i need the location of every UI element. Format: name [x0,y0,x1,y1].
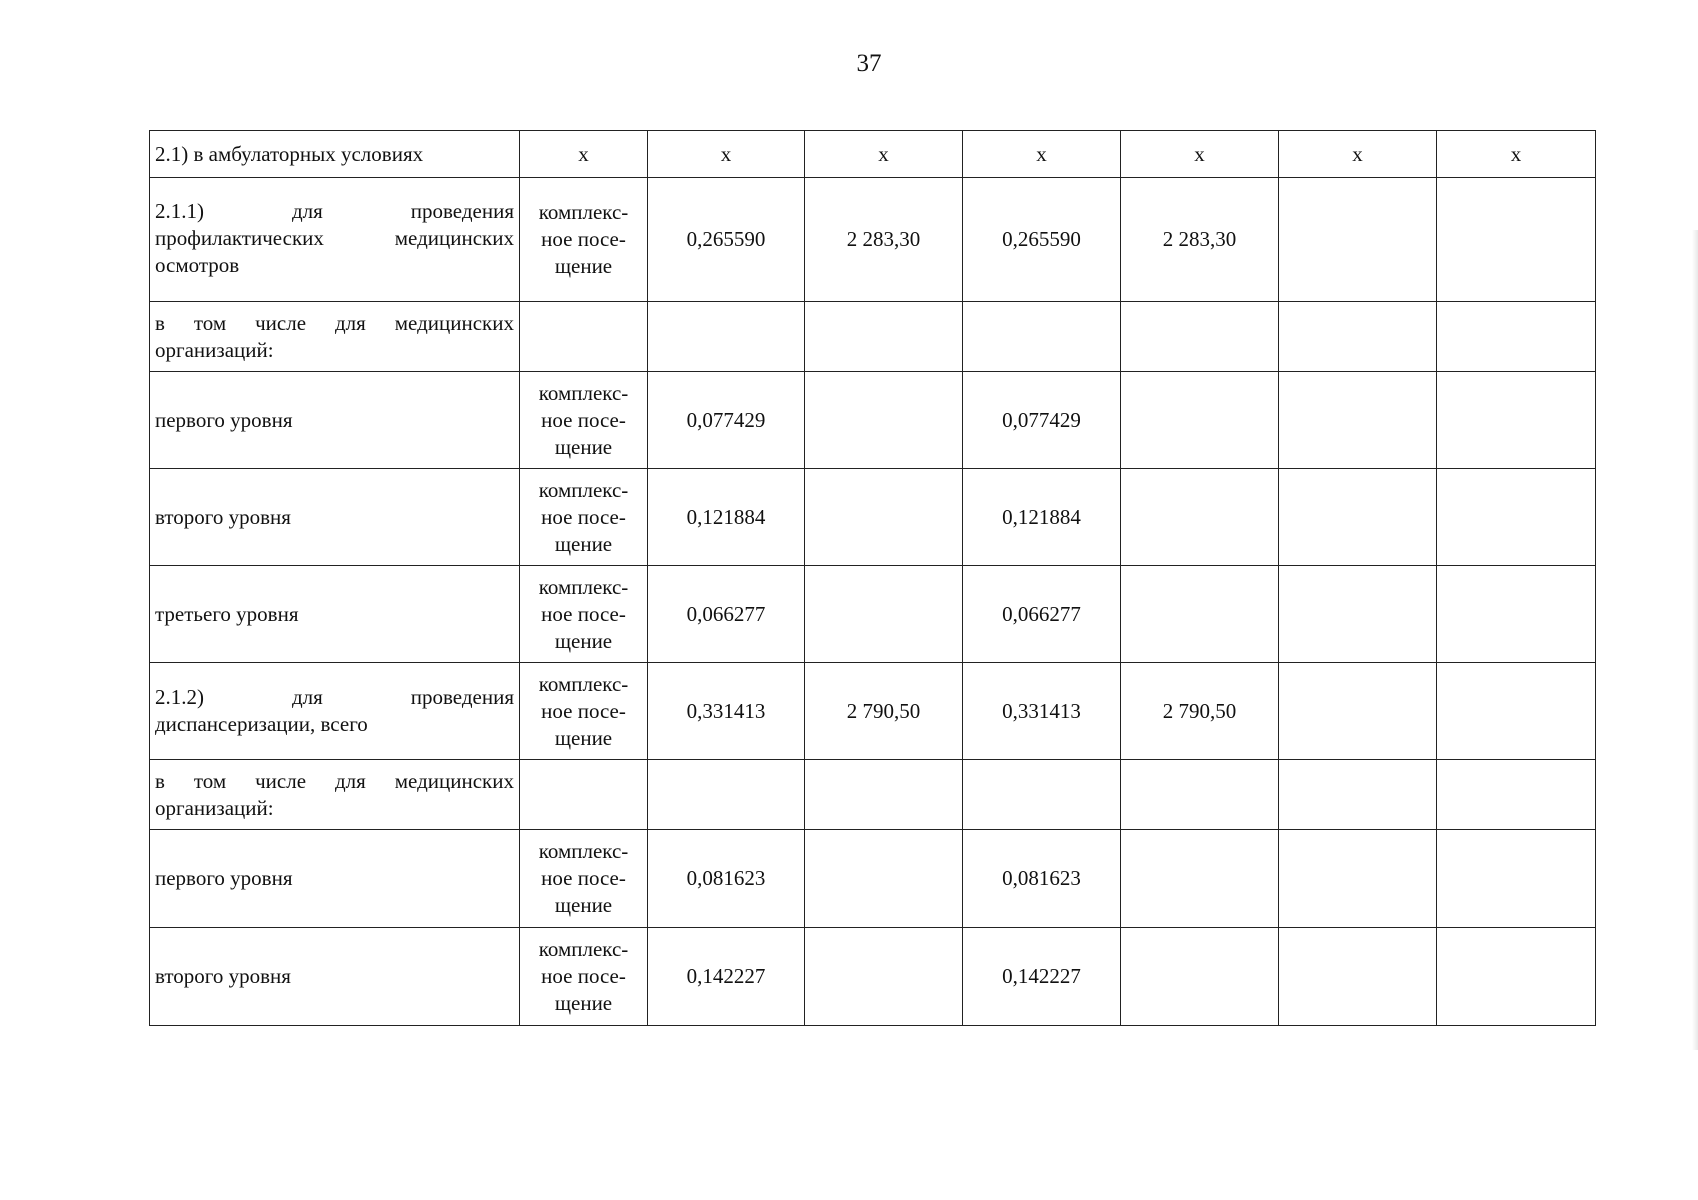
value-cell [1437,566,1596,663]
table-row [150,178,1596,302]
unit-line: щение [554,531,613,556]
value-cell: х [648,131,805,178]
value-cell [1121,928,1279,1026]
unit-line: ное посе- [541,407,626,432]
value-cell [805,830,963,928]
data-table [149,130,1596,1026]
scan-edge-shadow [1692,230,1698,1050]
value-cell [1279,469,1437,566]
value-cell: 0,066277 [648,566,805,663]
value-cell [1437,663,1596,760]
unit-cell [520,566,648,663]
unit-line: комплекс- [538,671,629,696]
row-name-cell: 2.1.2) для проведения диспансеризации, всего [150,663,520,760]
value-cell: 2 790,50 [1121,663,1279,760]
value-cell: 0,265590 [963,178,1121,302]
row-name-cell: 2.1.1) для проведения профилактических медицинских осмотров [150,178,520,302]
unit-line: ное посе- [541,227,626,251]
value-cell [1279,302,1437,372]
value-cell [805,372,963,469]
unit-cell [520,760,648,830]
table-row [150,928,1596,1026]
table-row [150,302,1596,372]
value-cell [1437,928,1596,1026]
value-cell: х [1279,131,1437,178]
unit-cell [520,663,648,760]
unit-line: щение [554,991,613,1015]
value-cell [1121,566,1279,663]
unit-cell [520,830,648,928]
page-number: 37 [856,50,882,77]
unit-line: щение [554,434,613,459]
unit-line: комплекс- [538,574,629,599]
value-cell [1437,302,1596,372]
unit-line: щение [554,893,613,917]
value-cell [1121,372,1279,469]
unit-line: комплекс- [538,380,629,405]
row-name-cell: третьего уровня [150,566,520,663]
value-cell [963,760,1121,830]
value-cell [648,302,805,372]
value-cell: 2 283,30 [1121,178,1279,302]
value-cell [805,302,963,372]
value-cell [1279,760,1437,830]
row-name-cell: 2.1) в амбулаторных условиях [150,131,520,178]
value-cell: 2 283,30 [805,178,963,302]
value-cell: 0,331413 [648,663,805,760]
value-cell: 0,077429 [963,372,1121,469]
value-cell [1437,830,1596,928]
value-cell [1121,760,1279,830]
unit-line: комплекс- [538,937,629,961]
unit-cell [520,469,648,566]
row-name-cell: в том числе для медицинских организаций: [150,760,520,830]
value-cell [805,566,963,663]
value-cell [1279,372,1437,469]
row-name-cell: первого уровня [150,372,520,469]
unit-cell [520,178,648,302]
unit-cell [520,302,648,372]
value-cell [1121,830,1279,928]
unit-line: щение [554,628,613,653]
table-row [150,663,1596,760]
row-name-cell: в том числе для медицинских организаций: [150,302,520,372]
table-row [150,372,1596,469]
value-cell: 0,081623 [648,830,805,928]
value-cell [1121,469,1279,566]
table-row [150,469,1596,566]
unit-cell [520,131,648,178]
value-cell [963,302,1121,372]
value-cell [1121,302,1279,372]
value-cell: 0,066277 [963,566,1121,663]
unit-line: комплекс- [538,477,629,502]
value-cell: 0,121884 [648,469,805,566]
value-cell [805,469,963,566]
value-cell: 0,121884 [963,469,1121,566]
unit-cell [520,372,648,469]
unit-line: ное посе- [541,504,626,529]
unit-line: ное посе- [541,601,626,626]
value-cell: 0,142227 [963,928,1121,1026]
value-cell: 0,077429 [648,372,805,469]
value-cell: 2 790,50 [805,663,963,760]
value-cell [1279,663,1437,760]
value-cell [1279,178,1437,302]
unit-line: щение [554,725,613,750]
row-name-cell: второго уровня [150,928,520,1026]
value-cell [805,760,963,830]
unit-line: ное посе- [541,866,626,890]
value-cell: х [1437,131,1596,178]
value-cell: 0,081623 [963,830,1121,928]
unit-line: комплекс- [538,200,629,224]
unit-line: ное посе- [541,964,626,988]
value-cell: х [805,131,963,178]
value-cell [1437,760,1596,830]
table-row [150,131,1596,178]
value-cell: 0,265590 [648,178,805,302]
value-cell [1279,830,1437,928]
unit-line: щение [554,254,613,278]
table-row [150,760,1596,830]
value-cell: х [1121,131,1279,178]
value-cell [1279,566,1437,663]
unit-line: ное посе- [541,698,626,723]
value-cell [1437,178,1596,302]
table-row [150,566,1596,663]
value-cell: 0,142227 [648,928,805,1026]
value-cell [1437,469,1596,566]
value-cell [1437,372,1596,469]
value-cell [805,928,963,1026]
row-name-cell: второго уровня [150,469,520,566]
value-cell [648,760,805,830]
row-name-cell: первого уровня [150,830,520,928]
table-row [150,830,1596,928]
unit-line: х [578,141,589,166]
value-cell: 0,331413 [963,663,1121,760]
value-cell: х [963,131,1121,178]
unit-cell [520,928,648,1026]
value-cell [1279,928,1437,1026]
unit-line: комплекс- [538,839,629,863]
